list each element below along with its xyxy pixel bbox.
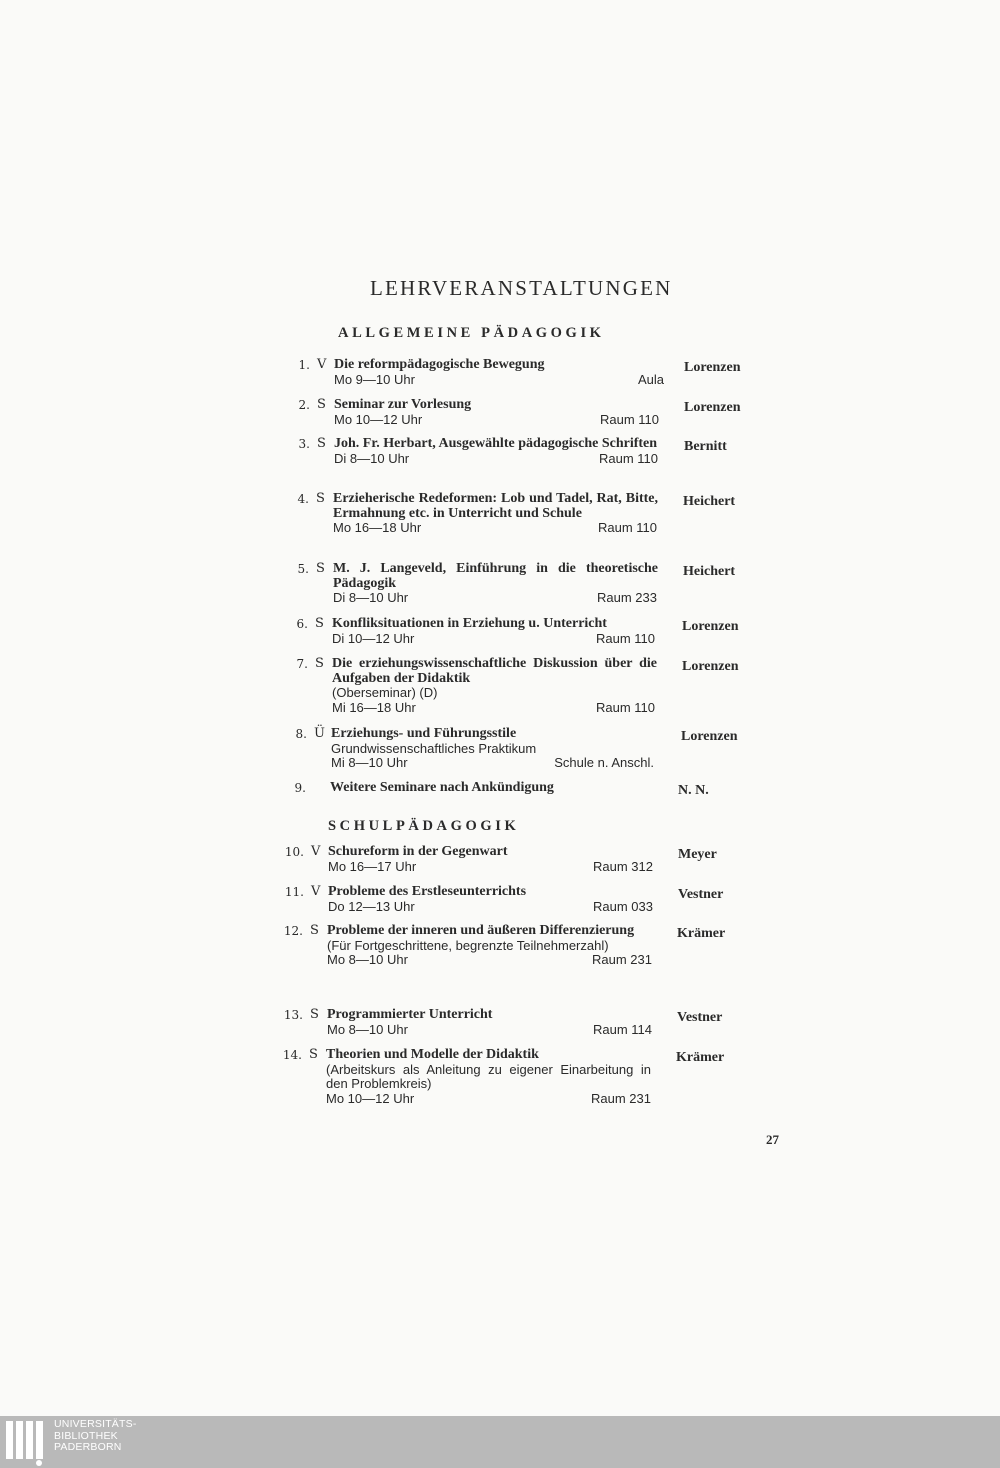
entry-lecturer: Heichert <box>683 564 736 579</box>
entry-time: Mo 16—17 Uhr <box>328 858 417 874</box>
entry-number: 10. <box>284 845 304 859</box>
section-title-allgemeine-paedagogik: ALLGEMEINE PÄDAGOGIK <box>338 325 605 341</box>
entry-number: 6. <box>296 617 308 631</box>
entry-title: Erziehungs- und Führungsstile <box>331 726 517 741</box>
entry-lecturer: Lorenzen <box>681 729 738 744</box>
entry-number: 8. <box>295 727 307 741</box>
entry-type: S <box>309 1047 318 1062</box>
list-item <box>284 844 828 874</box>
entry-lecturer: Lorenzen <box>684 360 741 375</box>
entry-title: Die reformpädagogische Bewegung <box>334 357 545 372</box>
entry-time: Mo 10—12 Uhr <box>334 411 423 427</box>
entry-title: M. J. Langeveld, Einführung in die theoretische Pädagogik <box>333 561 658 591</box>
entry-type: V <box>317 357 327 372</box>
entry-type: S <box>316 491 325 506</box>
entry-lecturer: Krämer <box>676 1050 725 1065</box>
entry-time: Mi 8—10 Uhr <box>331 755 408 770</box>
entry-time: Do 12—13 Uhr <box>328 898 415 914</box>
entry-room: Schule n. Anschl. <box>554 755 654 770</box>
entry-room: Raum 033 <box>593 898 653 914</box>
entry-room: Raum 110 <box>598 450 658 466</box>
list-item <box>297 491 833 536</box>
entry-lecturer: Meyer <box>678 847 717 862</box>
entry-room: Aula <box>637 371 664 387</box>
entry-title: Konfliksituationen in Erziehung u. Unterricht <box>332 616 607 631</box>
entry-number: 2. <box>298 398 310 412</box>
entry-lecturer: Krämer <box>677 926 726 941</box>
entry-title: Erzieherische Redeformen: Lob und Tadel, Rat, Bitte, Ermahnung etc. in Unterricht und Schule <box>333 491 658 521</box>
entry-type: V <box>311 884 321 899</box>
entry-time: Mo 10—12 Uhr <box>326 1090 415 1106</box>
entry-lecturer: Vestner <box>678 887 724 902</box>
entry-type: S <box>315 656 324 671</box>
entry-title: Theorien und Modelle der Didaktik <box>326 1047 539 1062</box>
entry-type: Ü <box>314 726 325 741</box>
entry-room: Raum 231 <box>592 952 652 967</box>
entry-lecturer: Lorenzen <box>682 659 739 674</box>
entry-type: S <box>316 561 325 576</box>
page-title: LEHRVERANSTALTUNGEN <box>370 276 673 300</box>
entry-room: Raum 233 <box>597 590 657 605</box>
list-item <box>298 436 834 466</box>
entry-number: 9. <box>294 781 306 795</box>
entry-time: Mo 8—10 Uhr <box>327 1021 408 1037</box>
entry-lecturer: Heichert <box>683 494 736 509</box>
entry-title: Joh. Fr. Herbart, Ausgewählte pädagogische Schriften <box>334 436 658 451</box>
list-item <box>284 884 828 914</box>
list-item <box>283 1007 827 1037</box>
entry-type: S <box>317 397 326 412</box>
library-footer <box>0 1416 1000 1468</box>
entry-title: Die erziehungswissenschaftliche Diskussion über die Aufgaben der Didaktik <box>332 656 657 686</box>
entry-note: (Oberseminar) (D) <box>332 685 438 700</box>
entry-type: V <box>311 844 321 859</box>
entry-title: Weitere Seminare nach Ankündigung <box>330 780 554 795</box>
entry-title: Probleme des Erstleseunterrichts <box>328 884 527 899</box>
entry-lecturer: N. N. <box>678 783 709 798</box>
entry-number: 4. <box>297 492 309 506</box>
entry-lecturer: Lorenzen <box>682 619 739 634</box>
list-item <box>294 780 830 798</box>
entry-room: Raum 312 <box>593 858 653 874</box>
list-item <box>298 397 834 427</box>
library-name: UNIVERSITÄTS- BIBLIOTHEK PADERBORN <box>54 1418 137 1453</box>
entry-title: Programmierter Unterricht <box>327 1007 493 1022</box>
entry-number: 5. <box>297 562 309 576</box>
entry-lecturer: Vestner <box>677 1010 723 1025</box>
list-item <box>298 357 834 387</box>
entry-number: 11. <box>284 885 304 899</box>
list-item <box>295 726 831 771</box>
entry-room: Raum 110 <box>597 520 657 535</box>
entry-title: Seminar zur Vorlesung <box>334 397 472 412</box>
entry-number: 12. <box>283 924 303 938</box>
entry-note: Grundwissenschaftliches Praktikum <box>331 740 537 756</box>
list-item <box>296 616 832 646</box>
logo-dot-icon <box>36 1460 42 1466</box>
entry-time: Mo 8—10 Uhr <box>327 952 408 967</box>
list-item <box>282 1047 826 1106</box>
entry-number: 14. <box>282 1048 302 1062</box>
entry-room: Raum 231 <box>591 1090 651 1106</box>
section-title-schulpaedagogik: SCHULPÄDAGOGIK <box>328 818 520 834</box>
entry-room: Raum 110 <box>599 411 659 427</box>
entry-room: Raum 110 <box>595 699 655 715</box>
entry-time: Mi 16—18 Uhr <box>332 699 416 715</box>
entry-time: Mo 16—18 Uhr <box>333 520 422 535</box>
entry-note: (Für Fortgeschrittene, begrenzte Teilnehmerzahl) <box>327 937 609 953</box>
entry-type: S <box>310 923 319 938</box>
entry-number: 1. <box>298 358 310 372</box>
entry-title: Schureform in der Gegenwart <box>328 844 508 859</box>
entry-lecturer: Lorenzen <box>684 400 741 415</box>
entry-number: 7. <box>296 657 308 671</box>
entry-room: Raum 114 <box>592 1021 652 1037</box>
entry-type: S <box>317 436 326 451</box>
entry-lecturer: Bernitt <box>684 439 727 454</box>
entry-title: Probleme der inneren und äußeren Differenzierung <box>327 923 635 938</box>
entry-time: Mo 9—10 Uhr <box>334 371 415 387</box>
entry-note: (Arbeitskurs als Anleitung zu eigener Einarbeitung in den Problemkreis) <box>326 1061 651 1091</box>
entry-type: S <box>310 1007 319 1022</box>
entry-time: Di 10—12 Uhr <box>332 630 415 646</box>
entry-number: 13. <box>283 1008 303 1022</box>
entry-type: S <box>315 616 324 631</box>
entry-room: Raum 110 <box>595 630 655 646</box>
list-item <box>297 561 833 606</box>
list-item <box>296 656 832 715</box>
entry-time: Di 8—10 Uhr <box>333 590 409 605</box>
entry-number: 3. <box>298 437 310 451</box>
page-number: 27 <box>766 1132 779 1147</box>
list-item <box>283 923 827 968</box>
entry-time: Di 8—10 Uhr <box>334 450 410 466</box>
